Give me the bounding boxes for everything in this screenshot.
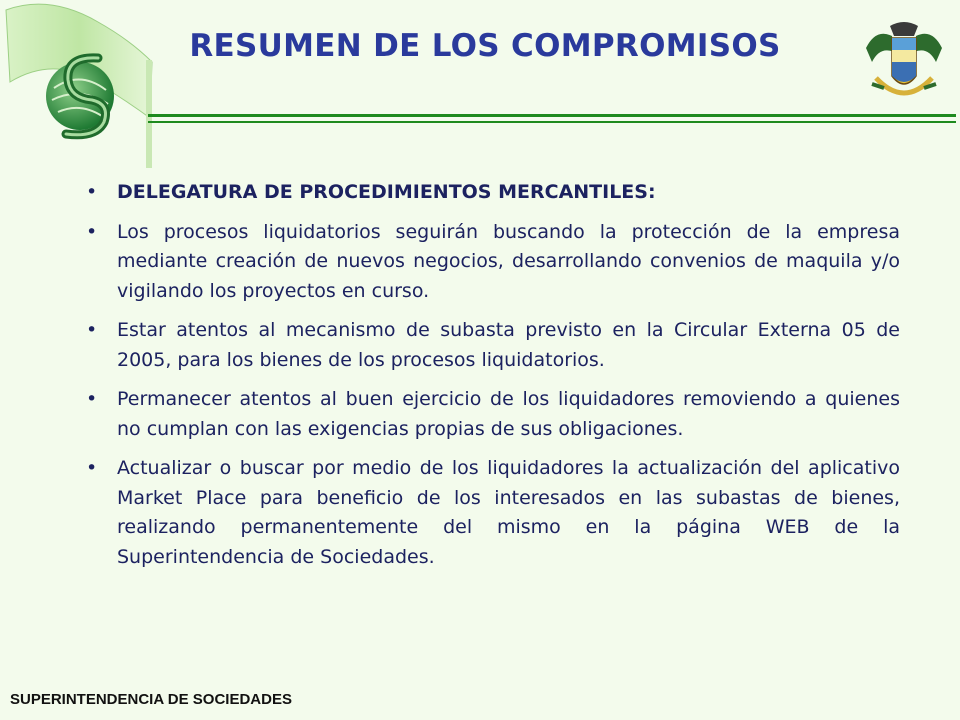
bullet-text: Estar atentos al mecanismo de subasta previsto en la Circular Externa 05 de 2005, para los bienes de los procesos liquidatorios. <box>117 319 900 371</box>
list-item <box>86 178 900 208</box>
bullet-text: Los procesos liquidatorios seguirán buscando la protección de la empresa mediante creación de nuevos negocios, desarrollando convenios de maquila y/o vigilando los proyectos en curso. <box>117 220 900 302</box>
supersociedades-flag-logo-icon <box>0 0 160 170</box>
bullet-marker: • <box>86 220 98 243</box>
bullet-marker: • <box>86 457 98 479</box>
bullet-list <box>86 178 900 582</box>
list-item <box>86 454 900 572</box>
bullet-marker: • <box>86 181 98 203</box>
header-rule-secondary <box>148 121 956 123</box>
bullet-text: Actualizar o buscar por medio de los liquidadores la actualización del aplicativo Market Place para beneficio de los interesados en las subastas de bienes, realizando permanentemente del mismo en la página WEB de la Superintendencia de Sociedades. <box>117 457 900 568</box>
bullet-marker: • <box>86 319 98 341</box>
colombia-coat-of-arms-icon <box>862 18 946 108</box>
list-item <box>86 385 900 444</box>
bullet-text: Permanecer atentos al buen ejercicio de los liquidadores removiendo a quienes no cumplan con las exigencias propias de sus obligaciones. <box>117 388 900 440</box>
bullet-text: DELEGATURA DE PROCEDIMIENTOS MERCANTILES: <box>117 181 656 203</box>
list-item <box>86 316 900 375</box>
header-rule <box>148 114 956 117</box>
bullet-marker: • <box>86 388 98 410</box>
footer-label: SUPERINTENDENCIA DE SOCIEDADES <box>10 691 292 708</box>
slide-title: RESUMEN DE LOS COMPROMISOS <box>189 28 781 64</box>
list-item <box>86 218 900 307</box>
